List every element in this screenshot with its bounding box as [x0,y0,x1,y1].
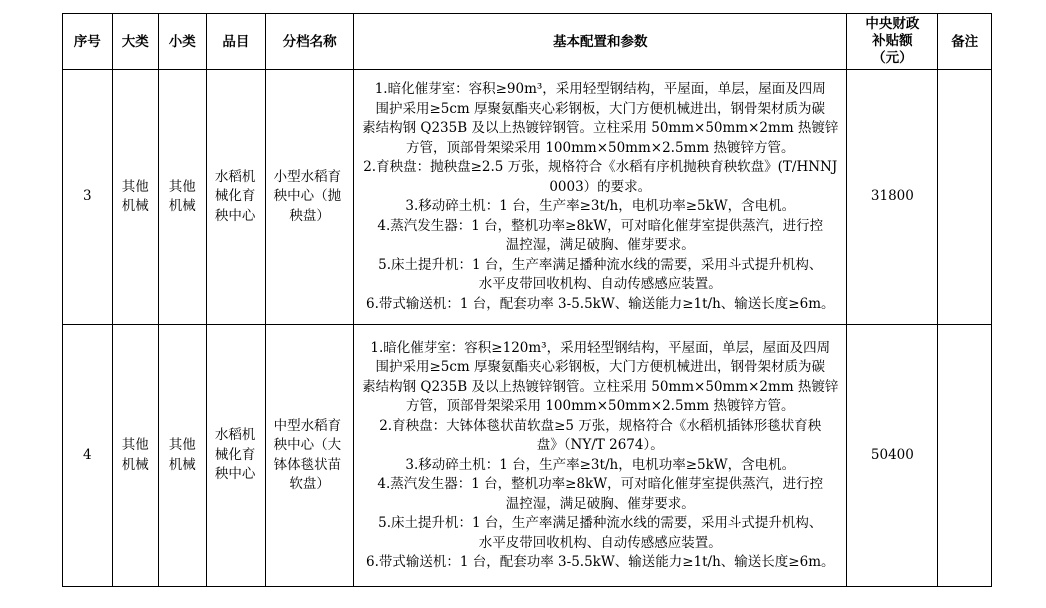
param-line: 1.暗化催芽室：容积≥120m³，采用轻型钢结构，平屋面，单层，屋面及四周 [370,339,831,356]
param-line: 水平皮带回收机构、自动传感感应装置。 [478,276,722,292]
header-subsidy-line1: 中央财政 [865,16,920,32]
table-row [63,70,992,325]
cell-text-line: 秧盘） [289,207,330,224]
header-seq: 序号 [63,14,113,70]
param-line: 1.暗化催芽室：容积≥90m³，采用轻型钢结构，平屋面，单层，屋面及四周 [374,81,826,97]
param-line: 4.蒸汽发生器：1 台，整机功率≥8kW，可对暗化催芽室提供蒸汽，进行控 [377,217,824,234]
cell-text-line: 机械 [121,198,149,214]
param-line: 5.床土提升机：1 台，生产率满足播种流水线的需要，采用斗式提升机构、 [378,515,823,531]
param-line: 3.移动碎土机：1 台，生产率≥3t/h，电机功率≥5kW，含电机。 [405,198,796,214]
cell-config-params [354,325,847,587]
cell-remark [938,70,992,325]
param-line: 水平皮带回收机构、自动传感感应装置。 [478,534,722,551]
param-line: 温控湿，满足破胸、催芽要求。 [505,495,695,512]
param-line: 2.育秧盘：抛秧盘≥2.5 万张，规格符合《水稻有序机抛秧育秧软盘》(T/HNNJ [363,159,838,175]
param-line: 方管，顶部骨架梁采用 100mm×50mm×2.5mm 热镀锌方管。 [406,398,795,414]
cell-text-line: 软盘） [289,476,330,492]
cell-text-line: 械化育 [214,446,256,463]
cell-text-line: 秧中心 [214,466,256,483]
param-line: 温控湿，满足破胸、催芽要求。 [505,237,695,253]
cell-text-line: 秧中心（抛 [273,188,342,205]
cell-text-line: 其他 [121,437,149,453]
cell-text-line: 械化育 [214,188,256,205]
param-line: 2.育秧盘：大钵体毯状苗软盘≥5 万张，规格符合《水稻机插钵形毯状育秧 [379,417,822,434]
cell-tier-name [266,325,354,587]
param-line: 围护采用≥5cm 厚聚氨酯夹心彩钢板，大门方便机械进出，钢骨架材质为碳 [375,100,826,117]
cell-text-line: 秧中心（大 [273,437,342,453]
cell-item [206,70,266,325]
header-remark: 备注 [938,14,992,70]
table-row [63,325,992,587]
header-subsidy-line2: 补贴额 [872,33,913,49]
cell-text-line: 水稻机 [214,427,256,444]
cell-seq: 4 [63,325,113,587]
cell-text-line: 钵体毯状苗 [273,456,342,473]
param-line: 6.带式输送机：1 台，配套功率 3-5.5kW、输送能力≥1t/h、输送长度≥6m。 [366,554,835,570]
cell-seq: 3 [63,70,113,325]
header-subsidy-line3: （元） [872,50,913,66]
cell-subsidy-amount: 31800 [847,70,938,325]
cell-text-line: 秧中心 [214,207,256,224]
param-line: 3.移动碎土机：1 台，生产率≥3t/h，电机功率≥5kW，含电机。 [405,456,796,473]
cell-config-params [354,70,847,325]
cell-text-line: 其他 [121,178,149,195]
header-major-category: 大类 [112,14,159,70]
cell-text-line: 水稻机 [214,168,256,185]
cell-text-line: 机械 [168,198,196,214]
cell-major-category [112,325,159,587]
header-config-params: 基本配置和参数 [354,14,847,70]
cell-text-line: 小型水稻育 [273,168,342,185]
param-line: 素结构钢 Q235B 及以上热镀锌钢管。立柱采用 50mm×50mm×2mm 热镀锌 [362,120,839,136]
cell-remark [938,325,992,587]
param-line: 围护采用≥5cm 厚聚氨酯夹心彩钢板，大门方便机械进出，钢骨架材质为碳 [375,359,826,375]
header-minor-category: 小类 [159,14,207,70]
cell-text-line: 其他 [168,178,196,195]
param-line: 4.蒸汽发生器：1 台，整机功率≥8kW，可对暗化催芽室提供蒸汽，进行控 [377,476,824,492]
cell-major-category [112,70,159,325]
cell-tier-name [266,70,354,325]
cell-item [206,325,266,587]
param-line: 盘》（NY/T 2674）。 [536,437,664,453]
cell-minor-category [159,325,207,587]
header-tier-name: 分档名称 [266,14,354,70]
param-line: 6.带式输送机：1 台，配套功率 3-5.5kW、输送能力≥1t/h、输送长度≥6m。 [366,295,835,312]
header-subsidy-amount [847,14,938,70]
subsidy-table [62,13,992,587]
header-row [63,14,992,70]
param-line: 方管，顶部骨架梁采用 100mm×50mm×2.5mm 热镀锌方管。 [406,139,795,156]
cell-text-line: 中型水稻育 [273,417,342,434]
param-line: 素结构钢 Q235B 及以上热镀锌钢管。立柱采用 50mm×50mm×2mm 热镀锌 [362,378,839,395]
cell-text-line: 其他 [168,437,196,453]
cell-subsidy-amount: 50400 [847,325,938,587]
cell-text-line: 机械 [168,456,196,473]
cell-text-line: 机械 [121,456,149,473]
param-line: 0003）的要求。 [549,178,652,195]
header-item: 品目 [206,14,266,70]
cell-minor-category [159,70,207,325]
param-line: 5.床土提升机：1 台，生产率满足播种流水线的需要，采用斗式提升机构、 [378,256,823,273]
